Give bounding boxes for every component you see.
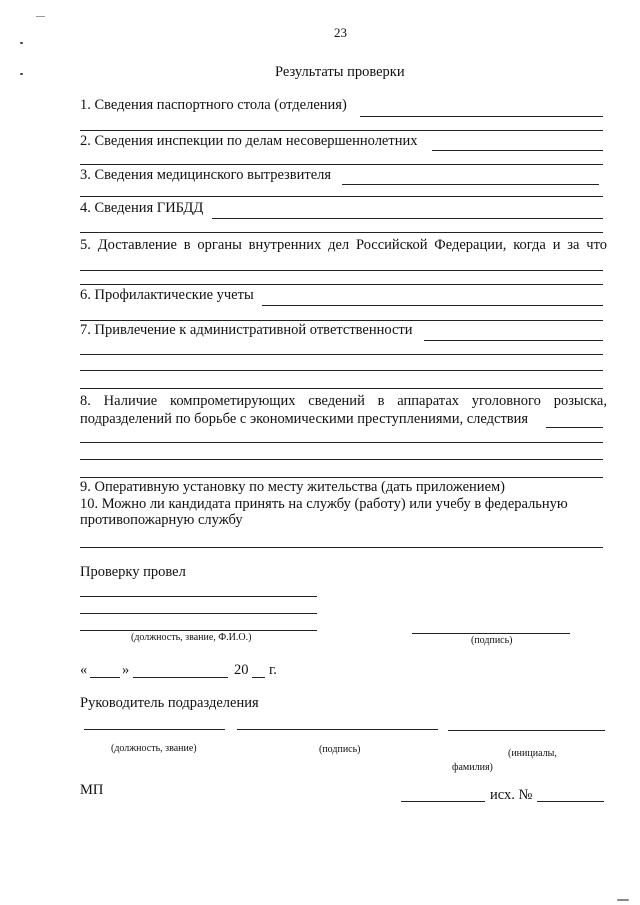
item-2-fill-line[interactable] [432, 150, 603, 151]
checked-by-label: Проверку провел [80, 564, 186, 580]
date-close-quote: » [122, 662, 130, 678]
date-month-line[interactable] [133, 677, 228, 678]
item-3-label: 3. Сведения медицинского вытрезвителя [80, 167, 332, 183]
ref-date-line[interactable] [401, 801, 485, 802]
head-position-line[interactable] [84, 729, 225, 730]
item-8-label-line-2: подразделений по борьбе с экономическими преступлениями, следствия [80, 411, 529, 427]
item-10-fill-line[interactable] [80, 547, 603, 548]
item-7-fill-line[interactable] [424, 340, 603, 341]
item-9-label: 9. Оперативную установку по месту жительства (дать приложением) [80, 479, 506, 495]
head-name-line[interactable] [448, 730, 605, 731]
item-7-fill-line[interactable] [80, 370, 603, 371]
item-2-label: 2. Сведения инспекции по делам несовершеннолетних [80, 133, 418, 149]
checked-by-fill-line[interactable] [80, 613, 317, 614]
checked-by-fill-line[interactable] [80, 596, 317, 597]
scan-mark [617, 899, 629, 901]
item-6-fill-line[interactable] [262, 305, 603, 306]
item-7-fill-line[interactable] [80, 388, 603, 389]
item-2-fill-line[interactable] [80, 164, 603, 165]
item-8-fill-line[interactable] [80, 459, 603, 460]
item-6-fill-line[interactable] [80, 320, 603, 321]
item-4-fill-line[interactable] [212, 218, 603, 219]
date-day-line[interactable] [90, 677, 120, 678]
page-title: Результаты проверки [275, 64, 405, 80]
head-signature-line[interactable] [237, 729, 438, 730]
head-surname-caption: фамилия) [452, 762, 493, 773]
item-10-label-line-2: противопожарную службу [80, 512, 243, 528]
checked-by-position-caption: (должность, звание, Ф.И.О.) [131, 632, 252, 643]
item-3-fill-line[interactable] [342, 184, 599, 185]
item-7-fill-line[interactable] [80, 354, 603, 355]
item-1-fill-line[interactable] [80, 130, 603, 131]
item-4-fill-line[interactable] [80, 232, 603, 233]
ref-number-line[interactable] [537, 801, 604, 802]
date-year-prefix: 20 [234, 662, 249, 678]
head-position-caption: (должность, звание) [111, 743, 197, 754]
checked-by-signature-line[interactable] [412, 633, 570, 634]
item-7-label: 7. Привлечение к административной ответственности [80, 322, 413, 338]
item-5-fill-line[interactable] [80, 284, 603, 285]
scan-mark [20, 73, 23, 75]
item-5-fill-line[interactable] [80, 270, 603, 271]
item-4-label: 4. Сведения ГИБДД [80, 200, 204, 216]
date-open-quote: « [80, 662, 88, 678]
head-initials-caption: (инициалы, [508, 748, 557, 759]
page-number: 23 [334, 25, 347, 40]
item-10-label-line-1: 10. Можно ли кандидата принять на службу (работу) или учебу в федеральную [80, 496, 568, 512]
item-5-label: 5. Доставление в органы внутренних дел Российской Федерации, когда и за что [80, 237, 607, 253]
checked-by-fill-line[interactable] [80, 630, 317, 631]
scan-mark [36, 16, 45, 17]
item-1-fill-line[interactable] [360, 116, 603, 117]
item-1-label: 1. Сведения паспортного стола (отделения) [80, 97, 347, 113]
date-year-line[interactable] [252, 677, 265, 678]
item-8-fill-line[interactable] [80, 477, 603, 478]
head-signature-caption: (подпись) [319, 744, 361, 755]
item-6-label: 6. Профилактические учеты [80, 287, 254, 303]
item-8-fill-line[interactable] [80, 442, 603, 443]
stamp-place-label: МП [80, 782, 104, 798]
item-8-fill-line[interactable] [546, 427, 603, 428]
scan-mark [20, 42, 23, 44]
checked-by-signature-caption: (подпись) [471, 635, 513, 646]
date-year-suffix: г. [269, 662, 277, 678]
head-label: Руководитель подразделения [80, 695, 259, 711]
ref-number-label: исх. № [490, 787, 533, 803]
item-3-fill-line[interactable] [80, 196, 603, 197]
item-8-label-line-1: 8. Наличие компрометирующих сведений в аппаратах уголовного розыска, [80, 393, 607, 409]
